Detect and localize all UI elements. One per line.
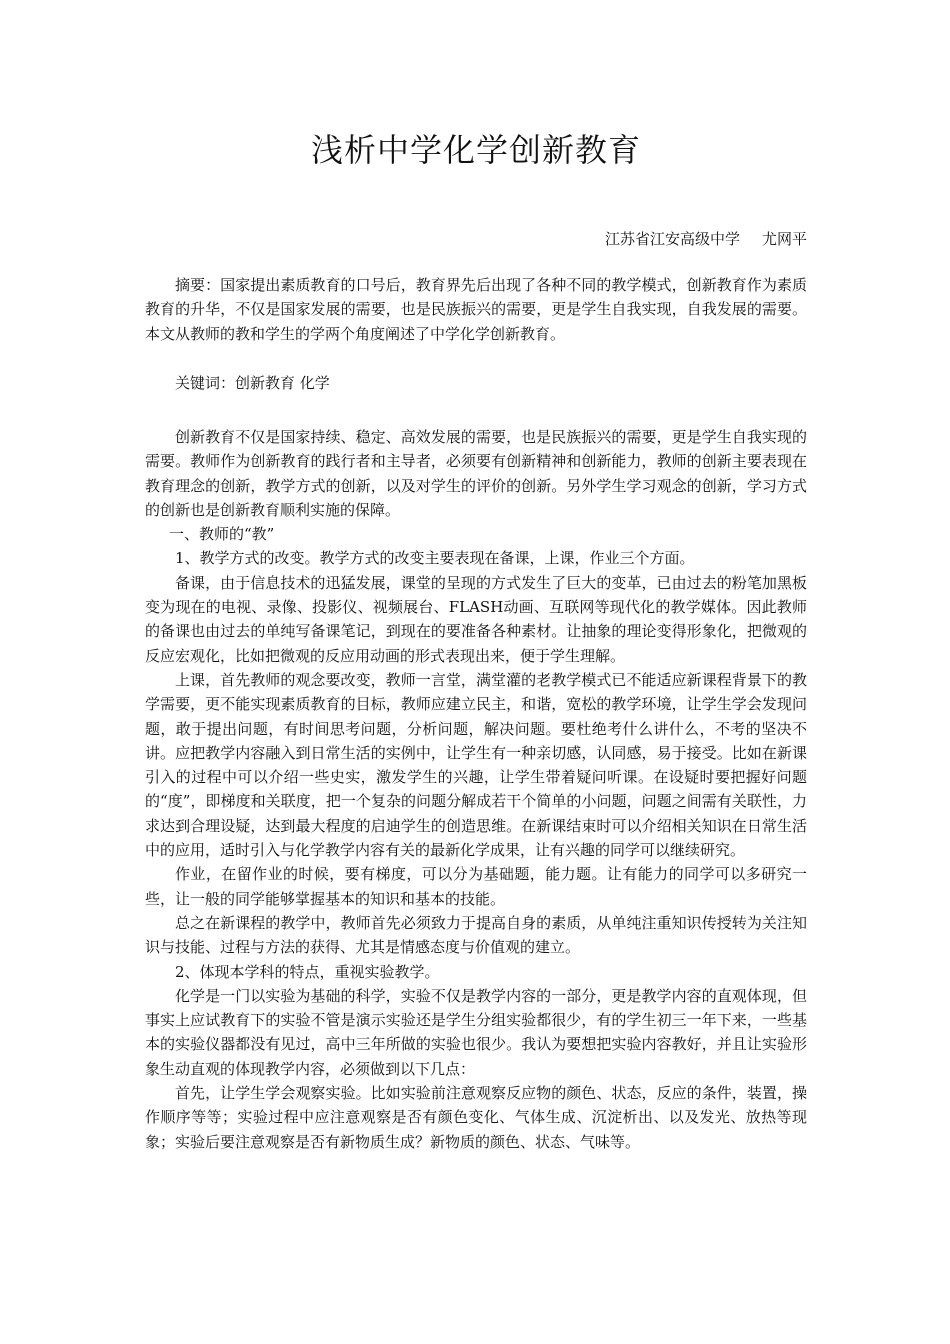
body-paragraph: 上课，首先教师的观念要改变，教师一言堂，满堂灌的老教学模式已不能适应新课程背景下的教学需要，更不能实现素质教育的目标，教师应建立民主，和谐，宽松的教学环境，让学生学会发现问题，敢于提出问题，有时间思考问题，分析问题，解决问题。要杜绝考什么讲什么，不考的坚决不讲。应把教学内容融入到日常生活的实例中，让学生有一种亲切感，认同感，易于接受。比如在新课引入的过程中可以介绍一些史实，激发学生的兴趣，让学生带着疑问听课。在设疑时要把握好问题的“度”，即梯度和关联度，把一个复杂的问题分解成若干个简单的小问题，问题之间需有关联性，力求达到合理设疑，达到最大程度的启迪学生的创造思维。在新课结束时可以介绍相关知识在日常生活中的应用，适时引入与化学教学内容有关的最新化学成果，让有兴趣的同学可以继续研究。 — [145, 670, 807, 860]
abstract-paragraph: 摘要：国家提出素质教育的口号后，教育界先后出现了各种不同的教学模式，创新教育作为素质教育的升华，不仅是国家发展的需要，也是民族振兴的需要，更是学生自我实现，自我发展的需要。本文从教师的教和学生的学两个角度阐述了中学化学创新教育。 — [145, 276, 807, 343]
author-school: 江苏省江安高级中学 — [604, 230, 740, 248]
article-body — [145, 425, 807, 1154]
section-heading: 一、教师的“教” — [169, 525, 275, 544]
keywords-section — [145, 371, 807, 395]
body-paragraph: 化学是一门以实验为基础的科学，实验不仅是教学内容的一部分，更是教学内容的直观体现，但事实上应试教育下的实验不管是演示实验还是学生分组实验都很少，有的学生初三一年下来，一些基本的实验仪器都没有见过，高中三年所做的实验也很少。我认为要想把实验内容教好，并且让实验形象生动直观的体现教学内容，必须做到以下几点： — [145, 986, 807, 1078]
body-paragraph: 总之在新课程的教学中，教师首先必须致力于提高自身的素质，从单纯注重知识传授转为关注知识与技能、过程与方法的获得、尤其是情感态度与价值观的建立。 — [145, 913, 807, 957]
keywords-line: 关键词：创新教育 化学 — [175, 374, 330, 392]
author-byline — [605, 227, 807, 251]
body-paragraph: 创新教育不仅是国家持续、稳定、高效发展的需要，也是民族振兴的需要，更是学生自我实现的需要。教师作为创新教育的践行者和主导者，必须要有创新精神和创新能力，教师的创新主要表现在教育理念的创新，教学方式的创新，以及对学生的评价的创新。另外学生学习观念的创新，学习方式的创新也是创新教育顺利实施的保障。 — [145, 428, 807, 519]
article-title: 浅析中学化学创新教育 — [310, 131, 641, 169]
subsection-heading: 1、教学方式的改变。教学方式的改变主要表现在备课，上课，作业三个方面。 — [175, 549, 695, 568]
body-paragraph: 作业，在留作业的时候，要有梯度，可以分为基础题，能力题。让有能力的同学可以多研究一些，让一般的同学能够掌握基本的知识和基本的技能。 — [145, 865, 807, 908]
subsection-heading: 2、体现本学科的特点，重视实验教学。 — [175, 962, 440, 981]
body-paragraph: 备课，由于信息技术的迅猛发展，课堂的呈现的方式发生了巨大的变革，已由过去的粉笔加黑板变为现在的电视、录像、投影仪、视频展台、FLASH动画、互联网等现代化的教学媒体。因此教师的备课也由过去的单纯写备课笔记，到现在的要准备各种素材。让抽象的理论变得形象化，把微观的反应宏观化，比如把微观的反应用动画的形式表现出来，便于学生理解。 — [145, 573, 807, 665]
body-paragraph: 首先，让学生学会观察实验。比如实验前注意观察反应物的颜色、状态，反应的条件，装置，操作顺序等等；实验过程中应注意观察是否有颜色变化、气体生成、沉淀析出、以及发光、放热等现象；实验后要注意观察是否有新物质生成？新物质的颜色、状态、气味等。 — [145, 1084, 807, 1151]
abstract-section — [145, 273, 807, 346]
author-name: 尤网平 — [761, 230, 807, 248]
